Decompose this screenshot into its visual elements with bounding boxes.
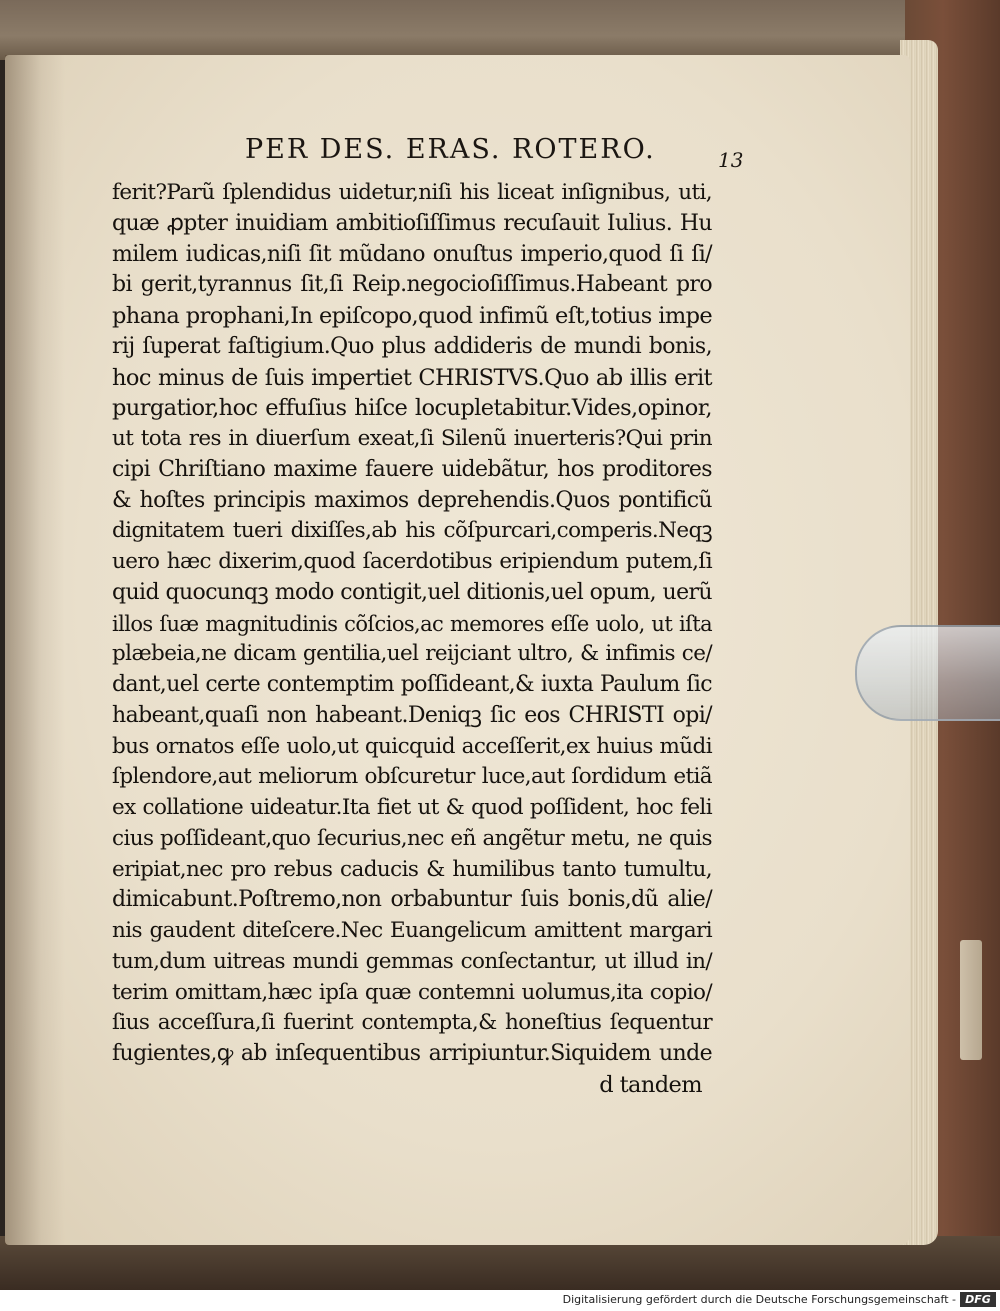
text-line: nis gaudent diteſcere.Nec Euangelicum amittent margari bbox=[112, 918, 712, 943]
text-line: cius poſſideant,quo ſecurius,nec eñ angẽtur metu, ne quis bbox=[112, 825, 712, 851]
text-line: hoc minus de ſuis impertiet CHRISTVS.Quo ab illis erit bbox=[112, 364, 712, 391]
catchword: d tandem bbox=[599, 1071, 702, 1098]
footer-credit: Digitalisierung gefördert durch die Deutsche Forschungsgemeinschaft - bbox=[562, 1293, 956, 1306]
text-line: plæbeia,ne dicam gentilia,uel reijciant ultro, & infimis ce/ bbox=[112, 641, 712, 667]
paper-tab bbox=[960, 940, 982, 1060]
text-line: quid quocunqꝫ modo contigit,uel ditionis,uel opum, uerũ bbox=[112, 579, 712, 605]
text-line: rij ſuperat faſtigium.Quo plus addideris de mundi bonis, bbox=[112, 333, 712, 359]
text-line: bi gerit,tyrannus ſit,ſi Reip.negocioſiſſimus.Habeant pro bbox=[112, 272, 712, 298]
text-line: dignitatem tueri dixiſſes,ab his cõſpurcari,comperis.Neqꝫ bbox=[112, 518, 712, 544]
running-head: PER DES. ERAS. ROTERO. bbox=[245, 134, 656, 165]
text-line: phana prophani,In epiſcopo,quod infimũ eſt,totius impe bbox=[112, 303, 713, 329]
text-line: dant,uel certe contemptim poſſideant,& iuxta Paulum ſic bbox=[112, 672, 712, 697]
text-line: quæ ꝓpter inuidiam ambitioſiſſimus recuſauit Iulius. Hu bbox=[112, 210, 712, 236]
text-line: ut tota res in diuerſum exeat,ſi Silenũ inuerteris?Qui prin bbox=[112, 426, 712, 451]
page-gutter-shadow bbox=[5, 55, 65, 1245]
text-line: ſplendore,aut meliorum obſcuretur luce,aut ſordidum etiã bbox=[112, 764, 712, 790]
text-line: milem iudicas,niſi ſit mũdano onuſtus imperio,quod ſi ſi/ bbox=[112, 241, 712, 267]
text-line: ſius acceſſura,ſi fuerint contempta,& honeſtius ſequentur bbox=[112, 1010, 712, 1036]
text-line: ferit?Parũ ſplendidus uidetur,niſi his liceat inſignibus, uti, bbox=[112, 180, 712, 205]
text-line: cipi Chriſtiano maxime fauere uidebãtur, hos proditores bbox=[112, 456, 712, 482]
text-line: bus ornatos eſſe uolo,ut quicquid acceſſerit,ex huius mũdi bbox=[112, 733, 712, 759]
text-line: habeant,quaſi non habeant.Deniqꝫ ſic eos CHRISTI opi/ bbox=[112, 702, 712, 728]
text-line: purgatior,hoc effuſius hiſce locupletabitur.Vides,opinor, bbox=[112, 395, 712, 422]
folio-number: 13 bbox=[718, 148, 744, 172]
text-line: ex collatione uideatur.Ita fiet ut & quod poſſident, hoc feli bbox=[112, 795, 712, 820]
text-block bbox=[112, 178, 712, 1101]
text-line: tum,dum uitreas mundi gemmas conſectantur, ut illud in/ bbox=[112, 948, 712, 974]
text-line: illos ſuæ magnitudinis cõſcios,ac memores eſſe uolo, ut iſta bbox=[112, 611, 712, 636]
binding-top bbox=[0, 0, 1000, 60]
text-line: uero hæc dixerim,quod ſacerdotibus eripiendum putem,ſi bbox=[112, 549, 712, 574]
text-line: & hoſtes principis maximos deprehendis.Quos pontificũ bbox=[112, 487, 712, 513]
text-line: dimicabunt.Poſtremo,non orbabuntur ſuis bonis,dũ alie/ bbox=[112, 887, 712, 913]
text-line: fugientes,ꝙ ab inſequentibus arripiuntur.Siquidem unde bbox=[112, 1041, 712, 1066]
text-line: terim omittam,hæc ipſa quæ contemni uolumus,ita copio/ bbox=[112, 979, 712, 1005]
footer-bar bbox=[0, 1290, 1000, 1311]
dfg-logo: DFG bbox=[960, 1292, 996, 1307]
bookmark-strip bbox=[855, 625, 1000, 721]
text-line: eripiat,nec pro rebus caducis & humilibus tanto tumultu, bbox=[112, 856, 712, 882]
